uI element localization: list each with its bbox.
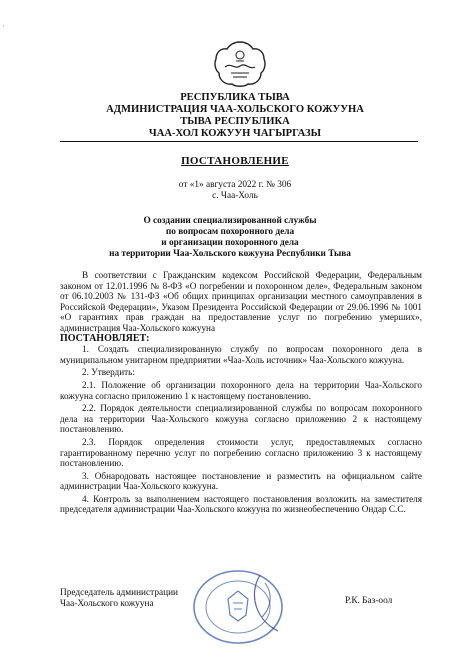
date-number-line: от «1» августа 2022 г. № 306 <box>178 180 292 190</box>
place-line: с. Чаа-Холь <box>212 191 258 201</box>
header-republic: РЕСПУБЛИКА ТЫВА <box>180 92 290 103</box>
subject-line-3: и организации похоронного дела <box>161 238 299 248</box>
header-republic-tuvan: ТЫВА РЕСПУБЛИКА <box>180 116 290 127</box>
header-administration-tuvan: ЧАА-ХОЛ КОЖУУН ЧАГЫРГАЗЫ <box>148 128 322 139</box>
item-3: 3. Обнародовать настоящее постановление и разместить на официальном сайте администрации Чаа-Хольского кожууна. <box>60 470 422 492</box>
margin-mark: · <box>2 22 5 31</box>
header-administration: АДМИНИСТРАЦИЯ ЧАА-ХОЛЬСКОГО КОЖУУНА <box>106 104 364 115</box>
signature-position-line-2: Чаа-Хольского кожууна <box>60 599 154 609</box>
subject-line-4: на территории Чаа-Хольского кожууна Республики Тыва <box>109 249 351 259</box>
coat-of-arms-emblem <box>213 40 267 88</box>
document-body <box>60 270 422 515</box>
header-rule <box>60 141 418 142</box>
item-2-1: 2.1. Положение об организации похоронного дела на территории Чаа-Хольского кожууна согласно приложению 1 к настоящему постановлению. <box>60 379 422 401</box>
item-2-3: 2.3. Порядок определения стоимости услуг, предоставляемых согласно гарантированному перечню услуг по погребению согласно приложению 3 к настоящему постановлению. <box>60 436 422 469</box>
decree-heading: ПОСТАНОВЛЯЕТ: <box>60 332 150 344</box>
item-2-2: 2.2. Порядок деятельности специализированной службы по вопросам похоронного дела на территории Чаа-Хольского кожууна согласно приложению 2 к настоящему постановлению. <box>60 403 422 435</box>
subject-line-1: О создании специализированной службы <box>143 216 317 226</box>
preamble-paragraph: В соответствии с Гражданским кодексом Российской Федерации, Федеральным законом от 12.01.1996 № 8-ФЗ «О погребении и похоронном деле», Федеральным законом от 06.10.2003 № 131-ФЗ «Об общих принципах организации местного самоуправления в Российской Федерации», Указом Президента Российской Федерации от 29.06.1996 № 1001 «О гарантиях прав граждан на предоставление услуг по погребению умерших», администрация Чаа-Хольского кожууна <box>60 270 422 333</box>
item-1: 1. Создать специализированную службу по вопросам похоронного дела в муниципальном унитарном предприятии «Чаа-Холь источник» Чаа-Хольского кожууна. <box>60 344 422 365</box>
signature-position-line-1: Председатель администрации <box>60 588 179 598</box>
subject-line-2: по вопросам похоронного дела <box>165 227 295 237</box>
signatory-name: Р.К. Баз-оол <box>345 596 393 606</box>
official-seal-stamp <box>190 565 290 645</box>
item-2: 2. Утвердить: <box>82 367 135 378</box>
document-title: ПОСТАНОВЛЕНИЕ <box>181 155 289 167</box>
item-4: 4. Контроль за выполнением настоящего постановления возложить на заместителя председателя администрации Чаа-Хольского кожууна по жизнеобеспечению Ондар С.С. <box>60 493 422 515</box>
